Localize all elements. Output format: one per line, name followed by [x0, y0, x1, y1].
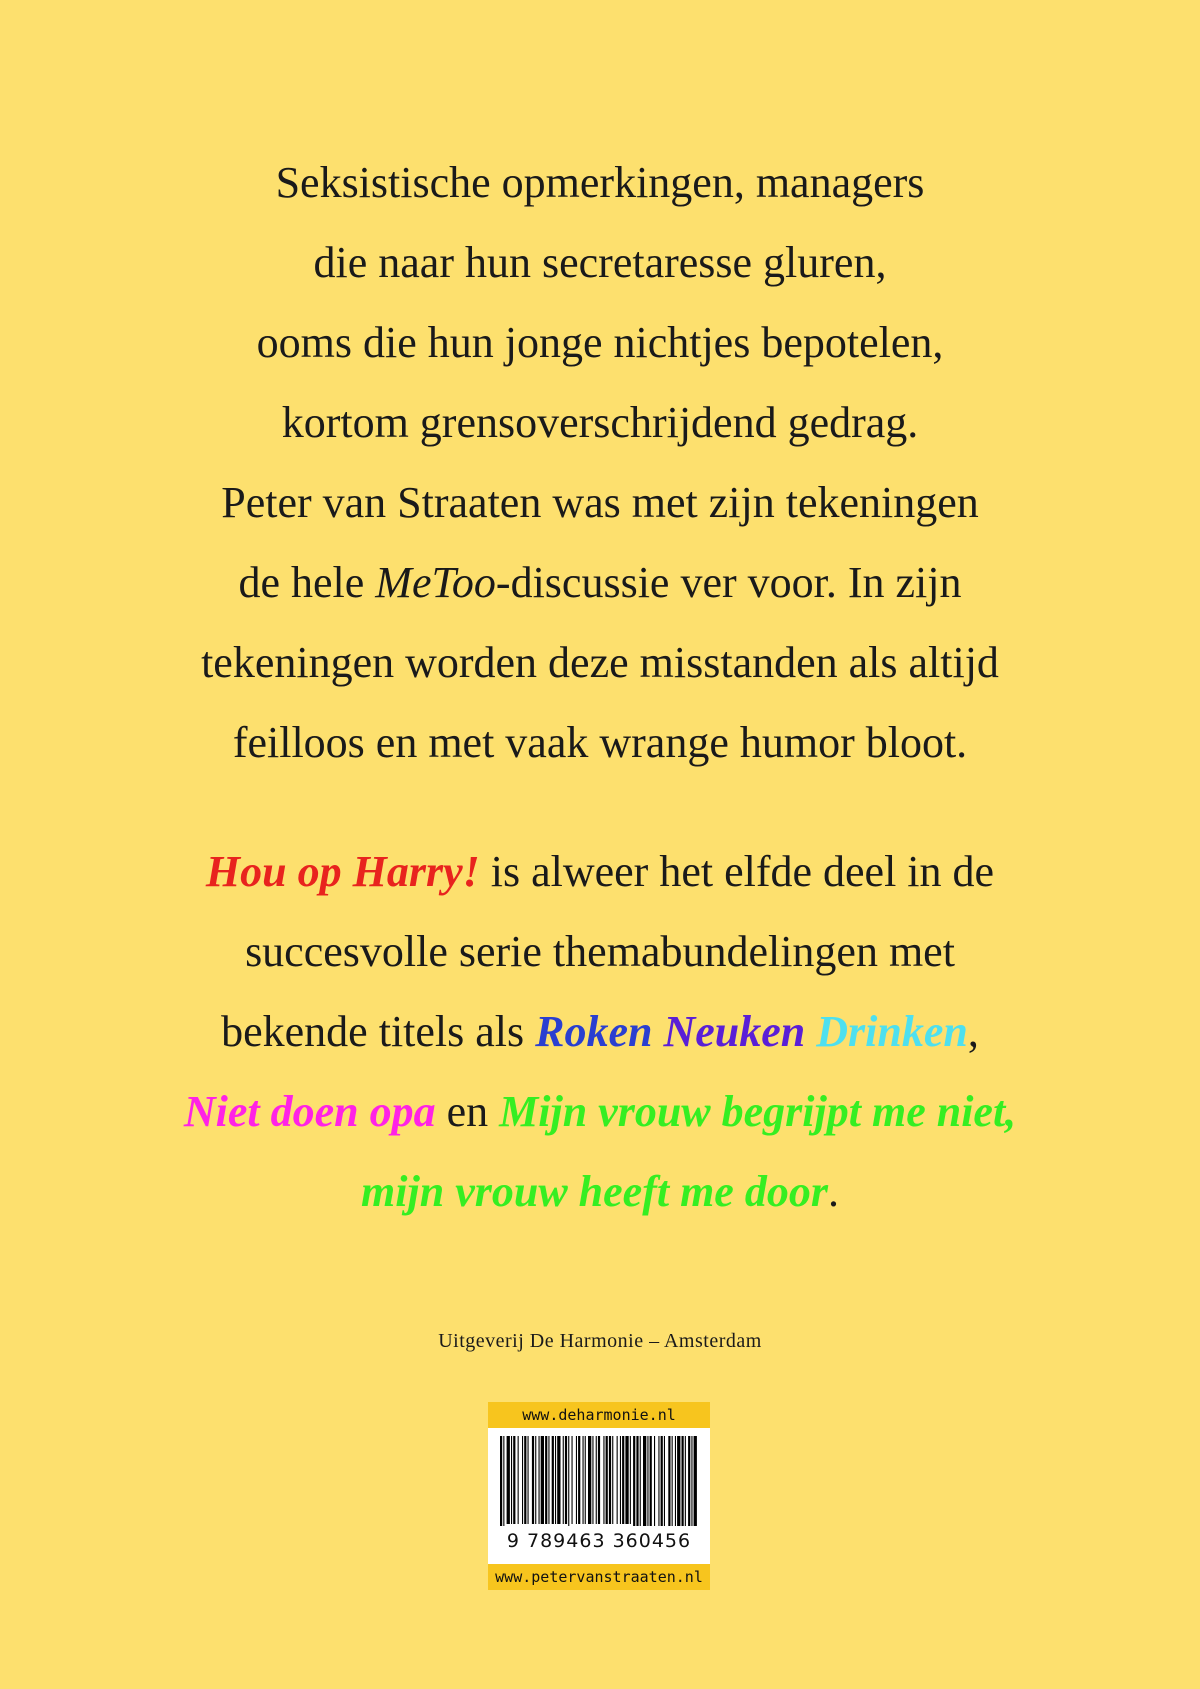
barcode-bar	[548, 1436, 549, 1524]
barcode-panel	[488, 1428, 710, 1564]
barcode-bar	[565, 1436, 567, 1524]
series-line	[0, 832, 1200, 912]
author-url: www.petervanstraaten.nl	[488, 1564, 710, 1590]
barcode-bar	[568, 1436, 569, 1526]
barcode-bar	[500, 1436, 502, 1526]
barcode-bar	[563, 1436, 564, 1524]
barcode-bar	[688, 1436, 690, 1526]
barcode-bar	[511, 1436, 512, 1524]
barcode-bar	[677, 1436, 680, 1526]
barcode-bar	[528, 1436, 529, 1524]
barcode-bar	[609, 1436, 611, 1524]
barcode-bar	[513, 1436, 515, 1524]
barcode-bar	[691, 1436, 692, 1526]
barcode-bar	[668, 1436, 670, 1526]
barcode-bar	[585, 1436, 586, 1524]
intro-text: -discussie ver voor. In zijn	[495, 558, 962, 607]
barcode-bar	[633, 1436, 635, 1526]
barcode-bar	[694, 1436, 697, 1526]
barcode-bar	[572, 1436, 573, 1524]
barcode-bar	[583, 1436, 584, 1524]
intro-line: tekeningen worden deze misstanden als altijd	[201, 638, 999, 687]
intro-line: Peter van Straaten was met zijn tekeningen	[221, 478, 979, 527]
barcode-bar	[630, 1436, 631, 1524]
barcode-bar	[522, 1436, 523, 1524]
barcode-bar	[532, 1436, 534, 1524]
metoo-term: MeToo	[375, 558, 496, 607]
barcode-bar	[598, 1436, 600, 1524]
series-text: is alweer het elfde deel in de	[479, 847, 995, 896]
barcode-bar	[535, 1436, 536, 1524]
punctuation: ,	[967, 1007, 979, 1056]
series-line: succesvolle serie themabundelingen met	[245, 927, 955, 976]
barcode-bar	[625, 1436, 628, 1524]
barcode-bar	[675, 1436, 676, 1526]
barcode-bar	[612, 1436, 613, 1524]
intro-paragraph	[0, 143, 1200, 783]
barcode-bar	[685, 1436, 686, 1526]
barcode-bar	[555, 1436, 556, 1524]
barcode-bar	[518, 1436, 519, 1524]
barcode-bar	[576, 1436, 577, 1524]
title-niet-doen-opa: Niet doen opa	[183, 1087, 436, 1136]
barcode-bar	[503, 1436, 504, 1526]
book-title: Hou op Harry!	[205, 847, 480, 896]
barcode-bar	[507, 1436, 510, 1524]
barcode-bar	[654, 1436, 655, 1526]
barcode-bar	[545, 1436, 547, 1524]
barcode-bar	[592, 1436, 593, 1524]
intro-line: kortom grensoverschrijdend gedrag.	[281, 398, 919, 447]
barcode-bar	[636, 1436, 638, 1526]
title-drinken: Drinken	[816, 1007, 968, 1056]
barcode-bar	[617, 1436, 618, 1524]
series-paragraph	[0, 832, 1200, 1232]
barcode-bar	[620, 1436, 621, 1524]
barcode-bar	[557, 1436, 560, 1524]
barcode-bar	[603, 1436, 604, 1524]
publisher-line: Uitgeverij De Harmonie – Amsterdam	[438, 1330, 762, 1352]
barcode-bars	[500, 1436, 698, 1526]
series-line	[0, 992, 1200, 1072]
intro-line: ooms die hun jonge nichtjes bepotelen,	[256, 318, 944, 367]
barcode-bar	[682, 1436, 684, 1526]
barcode-bar	[578, 1436, 580, 1524]
title-mijn-vrouw: Mijn vrouw begrijpt me niet,	[499, 1087, 1017, 1136]
intro-line	[0, 543, 1200, 623]
barcode-bar	[643, 1436, 646, 1526]
isbn-number: 9 789463 360456	[506, 1530, 692, 1552]
intro-line: die naar hun secretaresse gluren,	[313, 238, 887, 287]
barcode-bar	[539, 1436, 540, 1524]
barcode-bar	[588, 1436, 591, 1524]
series-line	[0, 1072, 1200, 1152]
barcode-bar	[541, 1436, 544, 1524]
barcode-label	[488, 1402, 710, 1590]
barcode-bar	[658, 1436, 659, 1526]
title-mijn-vrouw-continued: mijn vrouw heeft me door	[361, 1167, 828, 1216]
series-text: en	[435, 1087, 500, 1136]
title-neuken: Neuken	[663, 1007, 806, 1056]
barcode-bar	[596, 1436, 597, 1524]
series-line	[0, 1152, 1200, 1232]
publisher-url: www.deharmonie.nl	[488, 1402, 710, 1428]
barcode-bar	[552, 1436, 554, 1524]
title-roken: Roken	[535, 1007, 653, 1056]
series-text: bekende titels als	[221, 1007, 536, 1056]
barcode-bar	[622, 1436, 624, 1524]
barcode-bar	[661, 1436, 663, 1526]
barcode-bar	[640, 1436, 641, 1526]
barcode-bar	[672, 1436, 673, 1526]
barcode-bar	[650, 1436, 652, 1526]
barcode-bar	[524, 1436, 526, 1524]
intro-text: de hele	[238, 558, 376, 607]
intro-line: feilloos en met vaak wrange humor bloot.	[232, 718, 968, 767]
intro-line: Seksistische opmerkingen, managers	[275, 158, 925, 207]
barcode-bar	[606, 1436, 608, 1524]
barcode-bar	[647, 1436, 648, 1526]
barcode-bar	[664, 1436, 665, 1526]
punctuation: .	[827, 1167, 839, 1216]
